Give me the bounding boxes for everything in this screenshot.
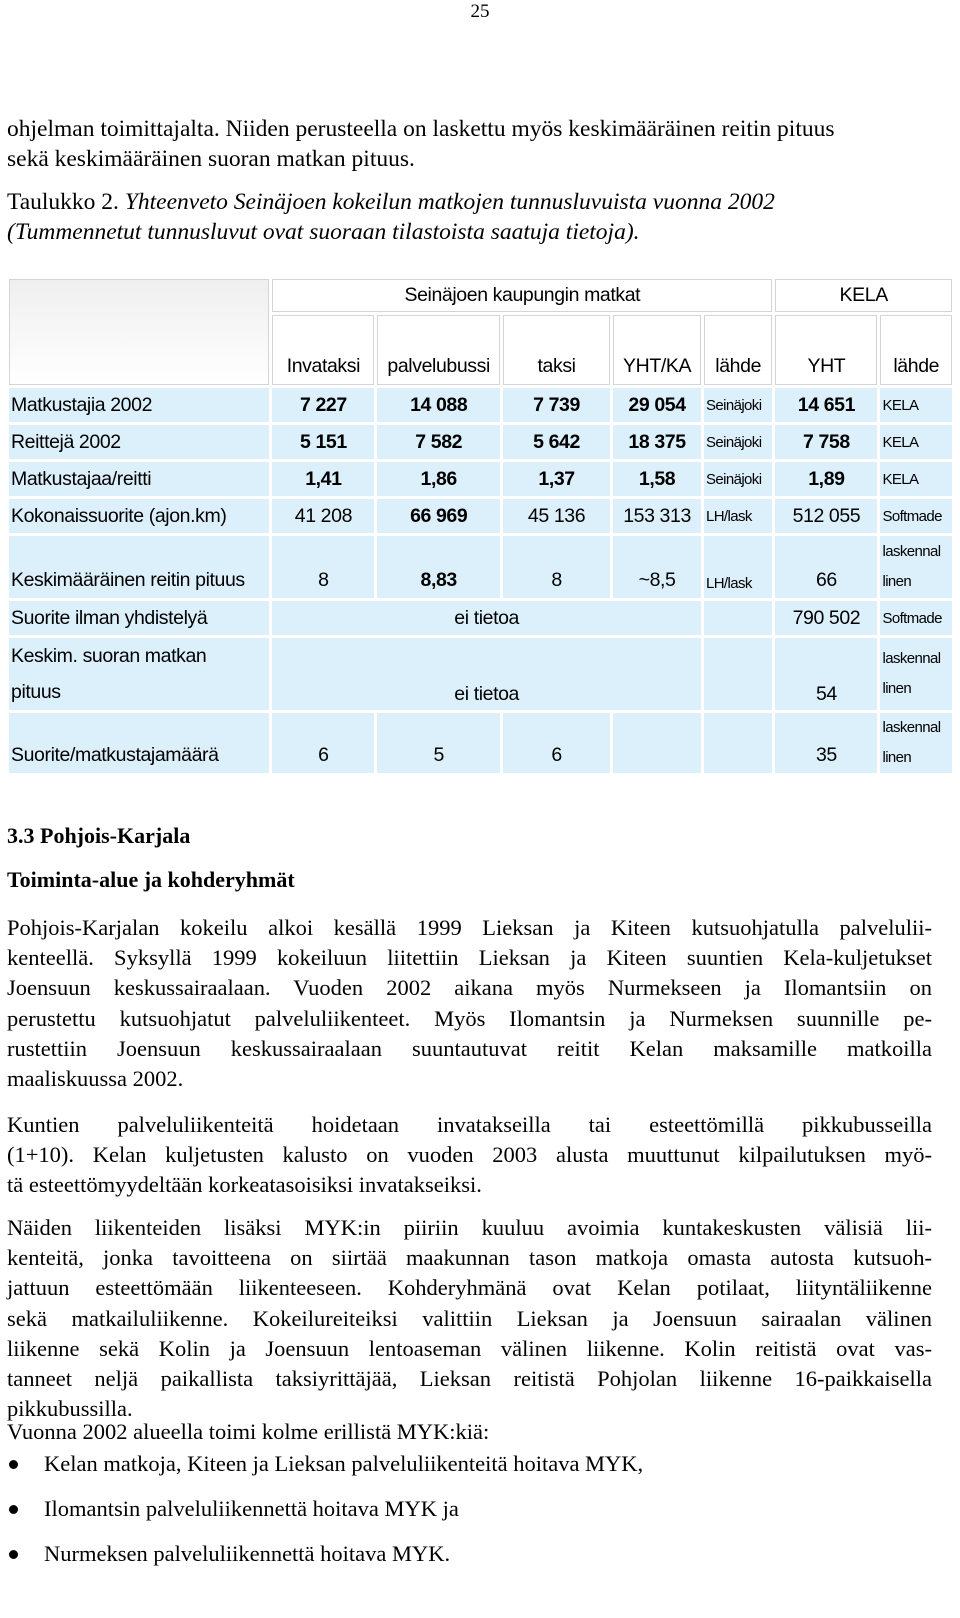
cell-kela-yht: 66: [775, 536, 877, 598]
body-paragraph: [7, 1213, 932, 1424]
cell-palvelubussi: 66 969: [377, 499, 500, 533]
bullet-icon: [9, 1460, 18, 1469]
cell-kela-yht: 35: [775, 713, 877, 773]
list-item-text: Ilomantsin palveluliikennettä hoitava MYK ja: [44, 1496, 459, 1521]
cell-text-line: linen: [882, 573, 912, 590]
text-line: tä esteettömyydeltään korkeatasoisiksi invatakseiksi.: [7, 1172, 482, 1198]
list-item-text: Kelan matkoja, Kiteen ja Lieksan palveluliikenteitä hoitava MYK,: [44, 1451, 644, 1476]
text-line: ohjelman toimittajalta. Niiden perusteella on laskettu myös keskimääräinen reitin pituus: [7, 116, 835, 142]
list-item: [7, 1494, 643, 1539]
row-label: Reittejä 2002: [9, 425, 269, 459]
cell-kela-yht: 512 055: [775, 499, 877, 533]
cell-taksi: 45 136: [503, 499, 610, 533]
text-line: kenteellä. Syksyllä 1999 kokeiluun liitettiin Lieksan ja Kiteen suuntien Kela-kuljetukset: [7, 945, 932, 971]
row-label: Suorite ilman yhdistelyä: [9, 601, 269, 635]
cell-yht-ka: 18 375: [613, 425, 701, 459]
cell-yht-ka: 1,58: [613, 462, 701, 496]
cell-palvelubussi: 7 582: [377, 425, 500, 459]
cell-kela-yht: 7 758: [775, 425, 877, 459]
cell-lahde: Seinäjoki: [704, 425, 772, 459]
list-item-text: Nurmeksen palveluliikennettä hoitava MYK.: [44, 1541, 451, 1566]
cell-kela-yht: 790 502: [775, 601, 877, 635]
body-paragraph: [7, 1110, 932, 1201]
table-row: [9, 425, 952, 459]
list-item: [7, 1539, 643, 1584]
column-header: YHT: [775, 315, 877, 385]
text-line: liikenne sekä Kolin ja Joensuun lentoaseman välinen liikenne. Kolin reitistä ovat vas-: [7, 1335, 932, 1361]
cell-yht-ka: ~8,5: [613, 536, 701, 598]
cell-text-line: Keskim. suoran matkan: [11, 645, 207, 667]
column-header: Invataksi: [272, 315, 374, 385]
cell-invataksi: 41 208: [272, 499, 374, 533]
text-line: kenteitä, jonka tavoitteena on siirtää maakunnan tason matkoja omasta autosta kutsuoh-: [7, 1245, 932, 1271]
row-label: [9, 638, 269, 710]
text-line: pikkubussilla.: [7, 1396, 133, 1422]
row-label: Kokonaissuorite (ajon.km): [9, 499, 269, 533]
cell-invataksi: 8: [272, 536, 374, 598]
text-line: Vuonna 2002 alueella toimi kolme erillistä MYK:kiä:: [7, 1419, 490, 1444]
text-line: perustettu kutsuohjatut palveluliikenteet. Myös Ilomantsin ja Nurmeksen suunnille pe-: [7, 1005, 932, 1031]
cell-kela-yht: 14 651: [775, 388, 877, 422]
caption-text-line2: (Tummennetut tunnusluvut ovat suoraan tilastoista saatuja tietoja).: [7, 219, 640, 245]
cell-yht-ka: [613, 713, 701, 773]
group-header-kela: KELA: [775, 279, 952, 312]
header-corner: [9, 279, 269, 385]
row-label: Keskimääräinen reitin pituus: [9, 536, 269, 598]
cell-kela-lahde: Softmade: [880, 499, 952, 533]
cell-kela-lahde: KELA: [880, 388, 952, 422]
text-line: Näiden liikenteiden lisäksi MYK:in piiriin kuuluu avoimia kuntakeskusten välisiä lii-: [7, 1215, 932, 1240]
cell-kela-yht: 54: [775, 638, 877, 710]
cell-invataksi: 5 151: [272, 425, 374, 459]
group-header-city: Seinäjoen kaupungin matkat: [272, 279, 772, 312]
column-header: lähde: [704, 315, 772, 385]
cell-lahde: [704, 638, 772, 710]
table-row: [9, 388, 952, 422]
bullet-icon: [9, 1550, 18, 1559]
table-row: [9, 638, 952, 710]
cell-palvelubussi: 1,86: [377, 462, 500, 496]
body-paragraph: [7, 913, 932, 1094]
column-header: taksi: [503, 315, 610, 385]
cell-lahde: LH/lask: [704, 499, 772, 533]
cell-invataksi: 7 227: [272, 388, 374, 422]
text-line: Pohjois-Karjalan kokeilu alkoi kesällä 1999 Lieksan ja Kiteen kutsuohjatulla palvelulii-: [7, 915, 932, 940]
cell-merged: ei tietoa: [272, 601, 701, 635]
row-label: Suorite/matkustajamäärä: [9, 713, 269, 773]
cell-palvelubussi: 14 088: [377, 388, 500, 422]
text-line: maaliskuussa 2002.: [7, 1066, 184, 1092]
cell-kela-lahde: KELA: [880, 425, 952, 459]
caption-text: Yhteenveto Seinäjoen kokeilun matkojen tunnusluvuista vuonna 2002: [118, 189, 775, 215]
body-paragraph: [7, 1417, 932, 1447]
cell-taksi: 1,37: [503, 462, 610, 496]
table-row: [9, 499, 952, 533]
cell-taksi: 5 642: [503, 425, 610, 459]
cell-palvelubussi: 8,83: [377, 536, 500, 598]
row-label: Matkustajia 2002: [9, 388, 269, 422]
list-item: [7, 1449, 643, 1494]
text-line: sekä matkailuliikenne. Kokeilureiteiksi valittiin Lieksan ja Joensuun sairaalan välinen: [7, 1305, 932, 1331]
cell-lahde: Seinäjoki: [704, 388, 772, 422]
cell-kela-yht: 1,89: [775, 462, 877, 496]
text-line: Kuntien palveluliikenteitä hoidetaan invatakseilla tai esteettömillä pikkubusseilla: [7, 1112, 932, 1137]
cell-text-line: laskennal: [882, 719, 941, 736]
intro-paragraph: [7, 114, 955, 174]
cell-text-line: laskennal: [882, 650, 941, 667]
cell-invataksi: 6: [272, 713, 374, 773]
bullet-icon: [9, 1505, 18, 1514]
table-row: [9, 536, 952, 598]
cell-kela-lahde: KELA: [880, 462, 952, 496]
cell-taksi: 6: [503, 713, 610, 773]
text-line: sekä keskimääräinen suoran matkan pituus.: [7, 146, 415, 172]
cell-lahde: Seinäjoki: [704, 462, 772, 496]
cell-kela-lahde: [880, 536, 952, 598]
text-line: rustettiin Joensuun keskussairaalaan suuntautuvat reitit Kelan maksamille matkoilla: [7, 1035, 932, 1061]
table-row: [9, 713, 952, 773]
caption-label: Taulukko 2.: [7, 189, 119, 215]
cell-kela-lahde: [880, 638, 952, 710]
cell-text-line: linen: [882, 680, 912, 697]
table-row: [9, 462, 952, 496]
cell-lahde: [704, 713, 772, 773]
table-caption: [7, 187, 955, 247]
cell-text-line: laskennal: [882, 543, 941, 560]
summary-table: [6, 276, 955, 776]
cell-taksi: 8: [503, 536, 610, 598]
text-line: tanneet neljä paikallista taksiyrittäjää, Lieksan reitistä Pohjolan liikenne 16-paikkaisella: [7, 1366, 932, 1392]
cell-palvelubussi: 5: [377, 713, 500, 773]
bullet-list: [7, 1449, 643, 1584]
cell-kela-lahde: [880, 713, 952, 773]
cell-merged: ei tietoa: [272, 638, 701, 710]
cell-text-line: linen: [882, 749, 912, 766]
section-subheading: Toiminta-alue ja kohderyhmät: [7, 867, 295, 892]
column-header: palvelubussi: [377, 315, 500, 385]
table-row: [9, 601, 952, 635]
text-line: jattuun esteettömään liikenteeseen. Kohderyhmänä ovat Kelan potilaat, liityntäliikenne: [7, 1275, 932, 1301]
column-header: lähde: [880, 315, 952, 385]
cell-kela-lahde: Softmade: [880, 601, 952, 635]
cell-lahde: [704, 601, 772, 635]
row-label: Matkustajaa/reitti: [9, 462, 269, 496]
cell-lahde: LH/lask: [704, 536, 772, 598]
cell-invataksi: 1,41: [272, 462, 374, 496]
column-header: YHT/KA: [613, 315, 701, 385]
text-line: (1+10). Kelan kuljetusten kalusto on vuoden 2003 alusta muuttunut kilpailutuksen myö-: [7, 1142, 932, 1168]
text-line: Joensuun keskussairaalaan. Vuoden 2002 aikana myös Nurmekseen ja Ilomantsiin on: [7, 975, 932, 1001]
cell-yht-ka: 153 313: [613, 499, 701, 533]
cell-taksi: 7 739: [503, 388, 610, 422]
page-number: 25: [470, 1, 490, 22]
cell-yht-ka: 29 054: [613, 388, 701, 422]
group-header-row: [9, 279, 952, 312]
section-heading: 3.3 Pohjois-Karjala: [7, 823, 191, 848]
cell-text-line: pituus: [11, 681, 61, 703]
